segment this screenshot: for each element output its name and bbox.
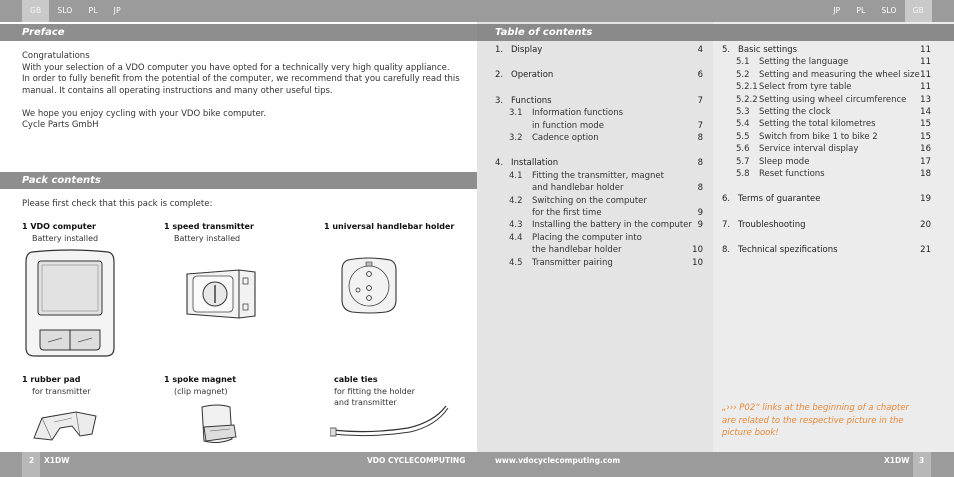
toc-entry-number: 5. [722, 45, 731, 55]
toc-entry-label: Service interval display [759, 144, 859, 155]
lang-tab-jp[interactable]: JP [113, 6, 121, 15]
toc-entry-page: 17 [920, 156, 931, 167]
toc-entry-number: 5.6 [736, 144, 750, 155]
toc-entry-number: 4. [495, 158, 504, 169]
toc-entry-number: 5.4 [736, 119, 750, 130]
toc-entry-label: for the first time [532, 208, 602, 218]
toc-entry-number: 5.2.1 [736, 82, 758, 93]
toc-entry-label: Information functions [532, 108, 624, 119]
toc-entry-number: 7. [722, 219, 731, 230]
toc-entry[interactable] [722, 69, 931, 81]
preface-line-2: With your selection of a VDO computer you have opted for a technically very high quality appliance. [22, 62, 450, 73]
toc-entry-label: Fitting the transmitter, magnet [532, 170, 664, 181]
toc-entry-label: Setting the total kilometres [759, 119, 876, 130]
toc-entry-page: 11 [920, 57, 931, 68]
toc-entry[interactable] [495, 120, 703, 132]
toc-entry-label: Installing the battery in the computer [532, 220, 692, 231]
toc-entry-number: 3.2 [509, 133, 523, 143]
toc-entry-number: 3. [495, 95, 504, 106]
toc-entry[interactable] [495, 170, 703, 182]
left-brand-label: VDO CYCLECOMPUTING [367, 456, 466, 465]
toc-entry-label: Cadence option [532, 133, 599, 143]
toc-entry[interactable] [495, 232, 703, 244]
left-page-number: 2 [29, 456, 35, 465]
toc-entry-page: 9 [697, 208, 703, 218]
item-cable-ties-sub: for fitting the holder [334, 387, 415, 396]
toc-entry-label: Functions [511, 95, 552, 106]
toc-entry-label: Transmitter pairing [532, 257, 613, 268]
toc-entry-page: 10 [692, 245, 703, 256]
left-model-label: X1DW [44, 456, 70, 465]
pack-intro: Please first check that this pack is complete: [22, 199, 213, 209]
toc-entry[interactable] [495, 182, 703, 194]
toc-entry-label: Basic settings [738, 45, 798, 55]
toc-entry[interactable] [722, 219, 931, 231]
toc-entry-number: 5.5 [736, 131, 750, 142]
toc-entry-page: 8 [697, 133, 703, 143]
toc-entry[interactable] [495, 69, 703, 81]
toc-entry[interactable] [495, 257, 703, 269]
lang-tab-gb-right[interactable]: GB [905, 0, 932, 22]
picture-book-note: „››› P02“ links at the beginning of a chapter are related to the respective picture in the picture book! [722, 403, 909, 438]
toc-entry[interactable] [495, 157, 703, 169]
lang-tab-gb[interactable]: GB [22, 0, 49, 22]
toc-entry-page: 8 [697, 158, 703, 169]
toc-entry[interactable] [722, 94, 931, 106]
toc-entry-label: Switch from bike 1 to bike 2 [759, 131, 878, 142]
item-speed-transmitter-title: 1 speed transmitter [164, 222, 254, 231]
toc-entry[interactable] [722, 156, 931, 168]
toc-entry[interactable] [722, 168, 931, 180]
vdo-computer-illustration [22, 248, 118, 360]
toc-entry-page: 11 [920, 45, 931, 55]
toc-entry[interactable] [495, 132, 703, 144]
toc-entry-page: 4 [697, 45, 703, 55]
toc-entry-page: 13 [920, 94, 931, 105]
toc-entry[interactable] [495, 207, 703, 219]
preface-spacer [22, 97, 472, 109]
preface-heading: Preface [0, 24, 477, 41]
toc-entry-label: Display [511, 45, 543, 55]
spoke-magnet-illustration [196, 401, 240, 447]
toc-entry-number: 4.2 [509, 195, 523, 206]
rubber-pad-illustration [32, 408, 100, 442]
lang-tab-pl[interactable]: PL [88, 6, 98, 15]
toc-entry[interactable] [722, 193, 931, 205]
toc-entry[interactable] [495, 195, 703, 207]
toc-entry-label: Operation [511, 70, 554, 81]
toc-entry-page: 7 [697, 95, 703, 106]
toc-entry-page: 18 [920, 169, 931, 179]
item-cable-ties-sub2: and transmitter [334, 398, 397, 407]
toc-entry[interactable] [722, 44, 931, 56]
toc-entry-label: Terms of guarantee [738, 194, 821, 205]
toc-entry-label: Sleep mode [759, 156, 810, 167]
item-vdo-computer-title: 1 VDO computer [22, 222, 96, 231]
preface-line-1: Congratulations [22, 51, 90, 61]
toc-entry-number: 6. [722, 194, 731, 205]
toc-entry-label: in function mode [532, 120, 604, 131]
toc-entry-page: 19 [920, 194, 931, 205]
toc-entry-page: 11 [920, 69, 931, 80]
toc-entry-number: 5.7 [736, 156, 750, 167]
toc-heading: Table of contents [477, 24, 713, 41]
item-spoke-magnet-title: 1 spoke magnet [164, 375, 237, 384]
toc-entry-page: 16 [920, 144, 931, 155]
toc-entry-label: Setting the clock [759, 107, 831, 117]
item-cable-ties-title: cable ties [334, 375, 378, 384]
preface-line-3: In order to fully benefit from the potential of the computer, we recommend that you carefully read this [22, 74, 460, 84]
item-spoke-magnet-sub: (clip magnet) [174, 387, 228, 396]
lang-tab-slo-right[interactable]: SLO [881, 6, 897, 15]
toc-entry-number: 5.1 [736, 57, 750, 68]
toc-entry-number: 2. [495, 70, 504, 81]
toc-entry-page: 20 [920, 219, 931, 230]
toc-entry-label: Reset functions [759, 169, 825, 179]
toc-entry[interactable] [495, 95, 703, 107]
toc-entry-page: 9 [697, 220, 703, 231]
preface-line-4: manual. It contains all operating instructions and many other useful tips. [22, 85, 333, 96]
toc-entry-page: 11 [920, 82, 931, 93]
right-page-number: 3 [919, 456, 925, 465]
toc-entry-number: 4.4 [509, 232, 523, 243]
toc-entry[interactable] [722, 81, 931, 93]
toc-entry-number: 5.8 [736, 169, 750, 179]
toc-entry-label: Technical spezifications [738, 245, 838, 256]
item-vdo-computer-sub: Battery installed [32, 234, 99, 243]
language-tabs-left [22, 0, 129, 22]
toc-entry-number: 4.5 [509, 257, 523, 268]
handlebar-holder-illustration [338, 254, 400, 316]
top-language-bar [0, 0, 954, 22]
toc-entry-label: the handlebar holder [532, 245, 622, 256]
toc-entry-number: 8. [722, 245, 731, 256]
toc-entry-number: 1. [495, 45, 504, 55]
bottom-footer-bar [0, 452, 954, 477]
toc-entry-page: 6 [697, 70, 703, 81]
item-rubber-pad-sub: for transmitter [32, 387, 91, 396]
toc-entry-label: Setting the language [759, 57, 849, 68]
item-handlebar-holder-title: 1 universal handlebar holder [324, 222, 455, 231]
toc-entry-number: 4.1 [509, 170, 523, 181]
toc-entry[interactable] [495, 244, 703, 256]
toc-entry-number: 4.3 [509, 220, 523, 231]
website-url[interactable]: www.vdocyclecomputing.com [495, 456, 621, 465]
toc-entry-page: 15 [920, 131, 931, 142]
toc-entry[interactable] [722, 244, 931, 256]
right-model-label: X1DW [884, 456, 910, 465]
item-speed-transmitter-sub: Battery installed [174, 234, 241, 243]
speed-transmitter-illustration [183, 268, 263, 320]
toc-entry-number: 5.2.2 [736, 94, 758, 105]
toc-entry[interactable] [722, 106, 931, 118]
lang-tab-pl-right[interactable]: PL [856, 6, 866, 15]
toc-entry-page: 8 [697, 183, 703, 194]
toc-entry-label: Select from tyre table [759, 82, 852, 93]
pack-contents-heading: Pack contents [0, 172, 477, 189]
toc-entry-label: Switching on the computer [532, 195, 647, 206]
toc-entry-label: Placing the computer into [532, 232, 642, 243]
toc-entry-label: Installation [511, 158, 559, 169]
toc-entry-label: Setting using wheel circumference [759, 94, 907, 105]
toc-entry-page: 10 [692, 257, 703, 268]
toc-entry[interactable] [495, 44, 703, 56]
toc-entry-label: and handlebar holder [532, 183, 624, 194]
toc-entry[interactable] [722, 131, 931, 143]
lang-tab-jp-right[interactable]: JP [833, 6, 841, 15]
toc-entry-page: 21 [920, 245, 931, 256]
cable-tie-illustration [330, 404, 450, 438]
toc-entry-page: 14 [920, 107, 931, 117]
toc-entry[interactable] [722, 143, 931, 155]
item-rubber-pad-title: 1 rubber pad [22, 375, 81, 384]
preface-line-6: We hope you enjoy cycling with your VDO bike computer. [22, 108, 267, 119]
toc-entry-label: Troubleshooting [738, 219, 806, 230]
toc-entry-page: 15 [920, 119, 931, 130]
toc-entry-page: 7 [697, 120, 703, 131]
toc-entry[interactable] [722, 118, 931, 130]
toc-heading-bar-right [713, 24, 954, 41]
lang-tab-slo[interactable]: SLO [57, 6, 73, 15]
toc-entry-label: Setting and measuring the wheel size [759, 69, 920, 80]
preface-text [22, 51, 472, 132]
toc-entry-number: 5.2 [736, 69, 750, 80]
preface-line-7: Cycle Parts GmbH [22, 120, 99, 130]
toc-entry[interactable] [722, 56, 931, 68]
toc-entry-number: 3.1 [509, 108, 523, 119]
toc-entry-number: 5.3 [736, 107, 750, 117]
toc-entry[interactable] [495, 219, 703, 231]
language-tabs-right [825, 0, 932, 22]
toc-entry[interactable] [495, 107, 703, 119]
